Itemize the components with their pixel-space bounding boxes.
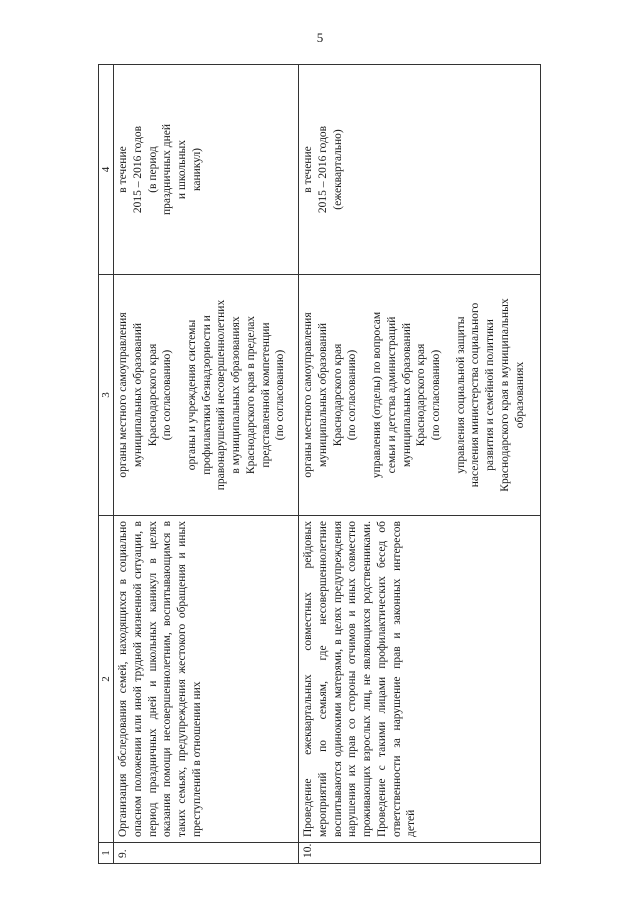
page-number: 5	[316, 30, 324, 45]
term-line: в течение	[117, 146, 130, 193]
executor-line: Краснодарского края в пределах	[244, 315, 257, 475]
executor-line: правонарушений несовершеннолетних	[215, 299, 228, 491]
measures-table	[98, 64, 541, 864]
executor-line: управления социальной защиты	[454, 316, 467, 474]
executor-line: (по согласованию)	[346, 349, 359, 441]
term-line: (в период	[146, 146, 159, 193]
rotated-table-container	[98, 64, 541, 864]
term-line: 2015 – 2016 годов	[131, 125, 144, 214]
header-col-4: 4	[99, 65, 114, 275]
table-row	[299, 65, 541, 864]
term-line: и школьных	[175, 139, 188, 200]
executor-line: профилактики безнадзорности и	[200, 315, 213, 475]
term-line: в течение	[302, 146, 315, 193]
executor-line: муниципальных образований	[400, 322, 413, 468]
term-line: (ежеквартально)	[331, 129, 344, 210]
term-line: каникул)	[190, 147, 203, 192]
executor-line: в муниципальных образованиях	[230, 316, 243, 474]
header-col-2: 2	[99, 516, 114, 843]
executor-line: Краснодарского края	[415, 343, 428, 447]
executor-line: населения министерства социального	[469, 302, 482, 488]
header-col-1: 1	[99, 843, 114, 864]
executor-line: управления (отделы) по вопросам	[371, 311, 384, 479]
executor-line: муниципальных образований	[316, 322, 329, 468]
row-term	[114, 65, 299, 275]
table-row	[114, 65, 299, 864]
executor-line: органы местного самоуправления	[302, 312, 315, 478]
term-line: праздничных дней	[161, 123, 174, 216]
executor-line: органы и учреждения системы	[185, 319, 198, 471]
executor-line: органы местного самоуправления	[117, 312, 130, 478]
executor-line: Краснодарского края	[331, 343, 344, 447]
executor-line: муниципальных образований	[131, 322, 144, 468]
executor-line: семьи и детства администраций	[385, 316, 398, 474]
executor-line: образованиях	[513, 361, 526, 429]
row-description: Проведение ежеквартальных совместных рейдовых мероприятий по семьям, где несовершеннолетние воспитываются одинокими матерями, в целях предупреждения нарушения их прав со стороны отчимов и иных совместно проживающих взрослых лиц, не являющихся родственниками. Проведение с такими лицами профилактических бесед об ответственности за нарушение прав и законных интересов детей	[299, 516, 541, 843]
executor-line: (по согласованию)	[161, 349, 174, 441]
executor-line: (по согласованию)	[429, 349, 442, 441]
row-number: 10.	[299, 843, 541, 864]
executor-line: развития и семейной политики	[484, 319, 497, 471]
row-number: 9.	[114, 843, 299, 864]
header-row	[99, 65, 114, 864]
row-executors	[299, 275, 541, 516]
header-col-3: 3	[99, 275, 114, 516]
executor-line: Краснодарского края в муниципальных	[498, 298, 511, 492]
executor-line: представленной компетенции	[259, 322, 272, 468]
row-description: Организация обследования семей, находящихся в социально опасном положении или иной трудной жизненной ситуации, в период праздничных дней и школьных каникул в целях оказания помощи несовершеннолетним, воспитывающимся в таких семьях, предупреждения жестокого обращения и иных преступлений в отношении них	[114, 516, 299, 843]
row-executors	[114, 275, 299, 516]
executor-line: Краснодарского края	[146, 343, 159, 447]
term-line: 2015 – 2016 годов	[316, 125, 329, 214]
row-term	[299, 65, 541, 275]
executor-line: (по согласованию)	[274, 349, 287, 441]
